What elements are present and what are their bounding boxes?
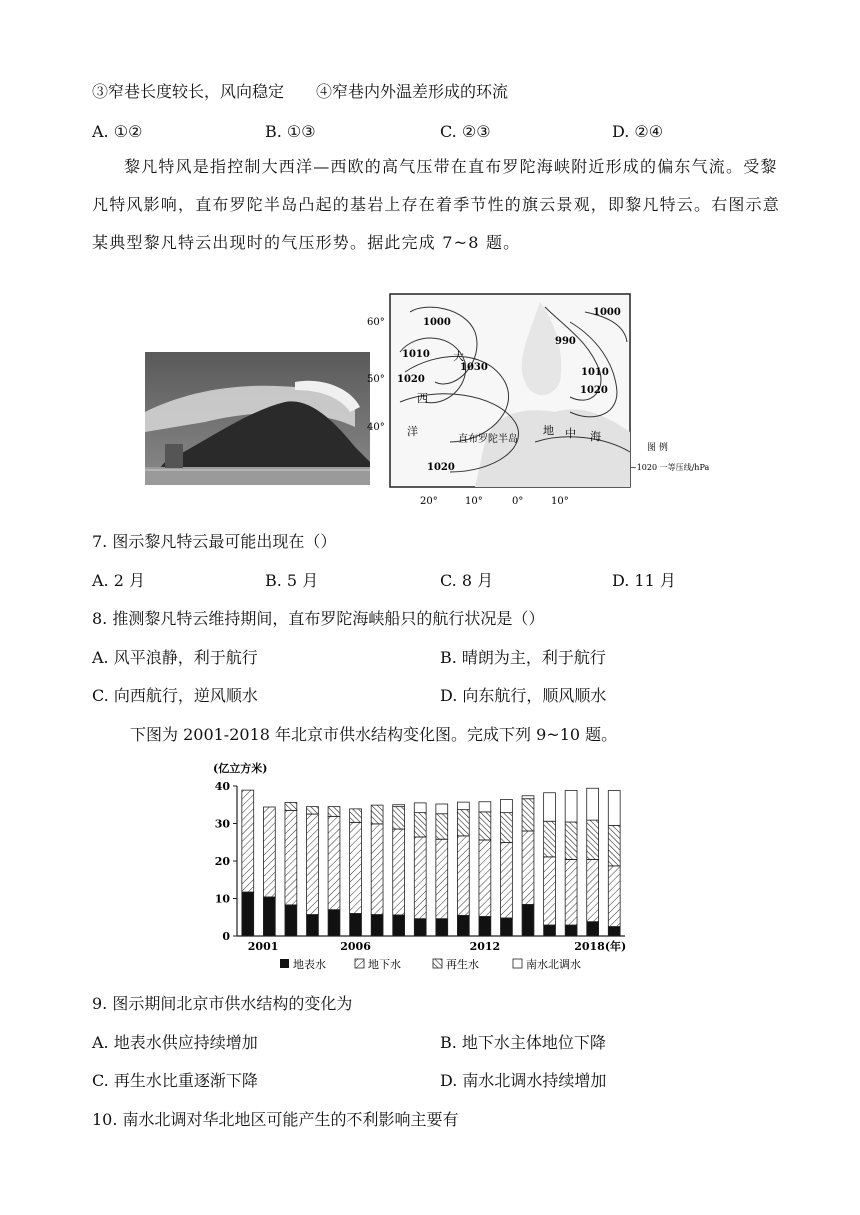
bar-segment-2015-0 [544,925,556,936]
bar-segment-2012-2 [479,812,491,840]
bar-segment-2005-2 [328,807,340,817]
q8-option-c: C. 向西航行，逆风顺水 [92,686,258,705]
bar-segment-2008-3 [393,805,405,807]
q9-option-a: A. 地表水供应持续增加 [92,1033,258,1052]
q6-option-b: B. ①③ [265,122,316,141]
map-place-label: 海 [590,430,601,443]
bar-segment-2001-1 [242,790,254,892]
bar-segment-2010-3 [436,804,448,814]
bar-segment-2006-2 [350,809,362,823]
map-lon-0: 0° [512,496,524,507]
q9-option-b: B. 地下水主体地位下降 [440,1033,606,1052]
bar-segment-2001-0 [242,892,254,936]
q7-stem: 7. 图示黎凡特云最可能出现在（） [92,532,337,551]
y-tick-label: 20 [214,855,230,868]
x-tick-label: 2001 [247,940,279,953]
legend-label-groundwater: 地下水 [368,958,401,971]
map-legend-title: 图 例 [647,443,668,453]
bar-segment-2008-0 [393,915,405,936]
water-supply-chart [205,758,655,978]
bar-segment-2011-2 [457,810,469,836]
bar-segment-2010-0 [436,919,448,936]
q8-option-d: D. 向东航行，顺风顺水 [440,686,607,705]
bar-segment-2007-0 [371,915,383,936]
map-place-label: 地 [543,424,554,437]
bar-segment-2004-2 [307,807,319,815]
q7-option-c: C. 8 月 [440,571,494,590]
map-lat-60: 60° [367,317,385,328]
map-place-label: 直布罗陀半岛 [458,434,518,445]
bar-segment-2008-2 [393,807,405,830]
map-lon-20w: 20° [420,496,438,507]
bar-segment-2016-0 [565,925,577,936]
bar-segment-2018-2 [608,825,620,866]
bar-segment-2010-1 [436,839,448,919]
bar-segment-2002-1 [263,807,275,897]
map-place-label: 中 [565,427,576,440]
bar-segment-2006-0 [350,914,362,937]
bar-segment-2006-1 [350,822,362,913]
legend-swatch-surface [280,959,289,968]
q8-stem: 8. 推测黎凡特云维持期间，直布罗陀海峡船只的航行状况是（） [92,609,545,628]
q6-option-a: A. ①② [92,122,143,141]
water-intro: 下图为 2001-2018 年北京市供水结构变化图。完成下列 9~10 题。 [130,725,618,744]
bar-segment-2008-1 [393,829,405,915]
map-place-label: 大 [453,350,464,363]
legend-label-south-north: 南水北调水 [526,958,581,971]
levant-intro-paragraph: 黎凡特风是指控制大西洋—西欧的高气压带在直布罗陀海峡附近形成的偏东气流。受黎凡特风影响，直布罗陀半岛凸起的基岩上存在着季节性的旗云景观，即黎凡特云。右图示意某典型黎凡特云出现时的气压形势。据此完成 7~8 题。 [92,157,781,252]
bar-segment-2018-3 [608,791,620,826]
bar-segment-2016-1 [565,860,577,926]
bar-segment-2018-0 [608,927,620,936]
x-tick-label: 2018(年) [574,940,627,953]
isobar-label: 1000 [423,317,451,328]
bar-segment-2012-0 [479,917,491,937]
q8-option-b: B. 晴朗为主，利于航行 [440,648,606,667]
map-lat-40: 40° [367,422,385,433]
y-tick-label: 0 [222,930,230,943]
bar-segment-2012-3 [479,802,491,812]
bar-segment-2017-2 [587,820,599,859]
bar-segment-2014-2 [522,799,534,831]
map-place-label: 西 [417,392,428,405]
q10-stem: 10. 南水北调对华北地区可能产生的不利影响主要有 [92,1110,459,1129]
q8-option-a: A. 风平浪静，利于航行 [92,648,258,667]
bar-segment-2007-1 [371,824,383,915]
bar-segment-2012-1 [479,840,491,917]
chart-ylabel: (亿立方米) [213,762,268,775]
bar-segment-2005-1 [328,816,340,909]
bar-segment-2015-3 [544,793,556,822]
isobar-label: 1020 [427,462,455,473]
legend-swatch-groundwater [355,959,364,968]
map-place-label: 洋 [407,425,418,438]
q6-option-d: D. ②④ [612,122,664,141]
bar-segment-2013-1 [501,843,513,918]
bar-segment-2015-1 [544,857,556,925]
bar-segment-2004-0 [307,915,319,936]
bar-segment-2013-0 [501,918,513,936]
bar-segment-2013-3 [501,800,513,813]
bar-segment-2014-1 [522,831,534,905]
q6-option-c: C. ②③ [440,122,491,141]
bar-segment-2007-2 [371,805,383,824]
y-tick-label: 40 [214,780,230,793]
q6-statements: ③窄巷长度较长，风向稳定 ④窄巷内外温差形成的环流 [92,82,509,101]
q7-option-a: A. 2 月 [92,571,145,590]
bar-segment-2011-3 [457,802,469,810]
bar-segment-2009-2 [414,813,426,837]
bar-segment-2003-1 [285,810,297,905]
bar-segment-2009-3 [414,803,426,813]
x-tick-label: 2012 [469,940,501,953]
bar-segment-2009-0 [414,919,426,936]
bar-segment-2016-3 [565,791,577,823]
legend-swatch-reclaimed [433,959,442,968]
bar-segment-2016-2 [565,822,577,860]
isobar-label: 1010 [402,349,430,360]
isobar-label: 1020 [397,374,425,385]
isobar-label: 1020 [580,385,608,396]
bar-segment-2017-0 [587,922,599,936]
isobar-label: 990 [555,336,576,347]
q7-option-b: B. 5 月 [265,571,319,590]
bar-segment-2011-0 [457,915,469,936]
bar-segment-2018-1 [608,866,620,927]
bar-segment-2017-3 [587,788,599,820]
map-lat-50: 50° [367,374,385,385]
map-lon-10w: 10° [465,496,483,507]
q9-stem: 9. 图示期间北京市供水结构的变化为 [92,994,353,1013]
isobar-label: 1030 [460,362,488,373]
map-lon-10e: 10° [551,496,569,507]
bar-segment-2005-0 [328,910,340,936]
bar-segment-2014-0 [522,905,534,937]
bar-segment-2017-1 [587,860,599,922]
legend-swatch-south-north [513,959,522,968]
levant-cloud-photo [145,352,370,485]
bar-segment-2009-1 [414,837,426,919]
y-tick-label: 10 [214,892,230,906]
map-legend-item: ~1020 一等压线/hPa [630,463,710,472]
bar-segment-2003-0 [285,905,297,936]
legend-label-reclaimed: 再生水 [446,958,479,971]
legend-label-surface: 地表水 [293,958,326,971]
bar-segment-2003-2 [285,803,297,811]
isobar-label: 1000 [593,307,621,318]
y-tick-label: 30 [214,817,230,831]
q7-option-d: D. 11 月 [612,571,676,590]
q9-option-c: C. 再生水比重逐渐下降 [92,1071,258,1090]
x-tick-label: 2006 [340,940,371,953]
bar-segment-2013-2 [501,813,513,843]
bar-segment-2002-0 [263,897,275,936]
bar-segment-2014-3 [522,796,534,799]
bar-segment-2011-1 [457,836,469,916]
bar-segment-2015-2 [544,821,556,857]
q9-option-d: D. 南水北调水持续增加 [440,1071,607,1090]
bar-segment-2010-2 [436,814,448,840]
bar-segment-2004-1 [307,814,319,915]
pressure-map [355,292,735,512]
isobar-label: 1010 [581,367,609,378]
